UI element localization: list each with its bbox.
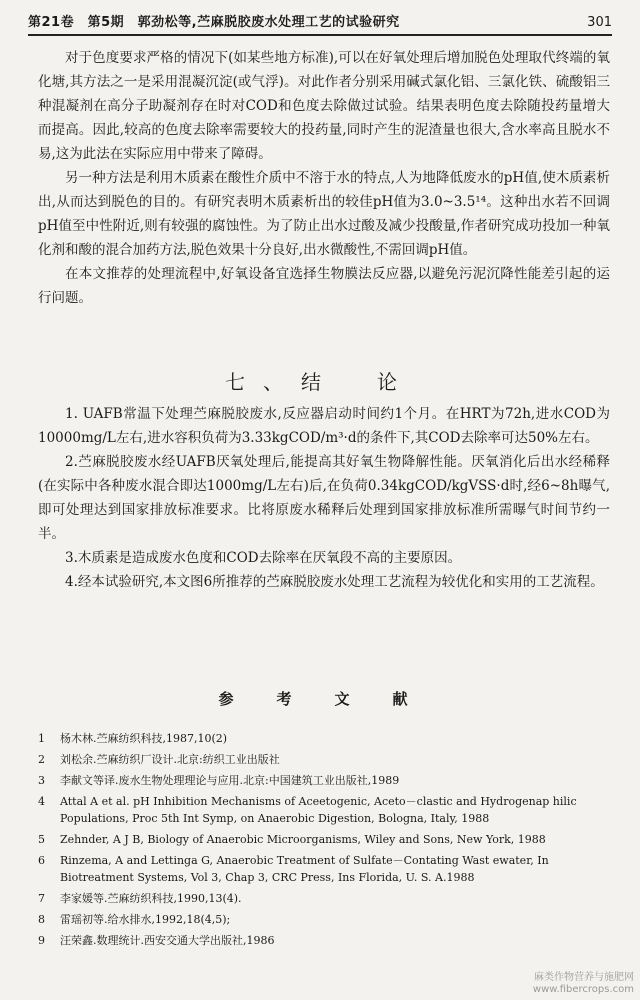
references-title: 参 考 文 献 (218, 690, 422, 708)
reference-number: 2 (38, 753, 45, 766)
reference-number: 8 (38, 913, 45, 926)
reference-item (38, 772, 614, 789)
reference-item (38, 911, 614, 928)
journal-header: 第21卷 第5期 郭劲松等,苎麻脱胶废水处理工艺的试验研究 (28, 15, 400, 30)
conclusion-item: 3.木质素是造成废水色度和COD去除率在厌氧段不高的主要原因。 (65, 550, 462, 566)
conclusions-section (38, 402, 610, 594)
running-header (28, 8, 612, 36)
reference-text: 汪荣鑫.数理统计.西安交通大学出版社,1986 (60, 934, 275, 947)
reference-number: 5 (38, 833, 45, 846)
reference-number: 7 (38, 892, 45, 905)
reference-item (38, 751, 614, 768)
reference-text: Zehnder, A J B, Biology of Anaerobic Microorganisms, Wiley and Sons, New York, 1988 (60, 833, 546, 846)
references-list (38, 730, 614, 953)
reference-item (38, 831, 614, 848)
reference-number: 9 (38, 934, 45, 947)
conclusion-item: 4.经本试验研究,本文图6所推荐的苎麻脱胶废水处理工艺流程为较优化和实用的工艺流程。 (65, 574, 604, 590)
reference-text: 刘松余.苎麻纺织厂设计.北京:纺织工业出版社 (60, 753, 280, 766)
site-watermark (533, 972, 634, 996)
reference-item (38, 890, 614, 907)
reference-number: 3 (38, 774, 45, 787)
paragraph: 另一种方法是利用木质素在酸性介质中不溶于水的特点,人为地降低废水的pH值,使木质素析出,从而达到脱色的目的。有研究表明木质素析出的较佳pH值为3.0~3.5¹⁴。这种出水若不回调pH值至中性附近,则有较强的腐蚀性。为了防止出水过酸及减少投酸量,作者研究成功投加一种氧化剂和酸的混合加药方法,脱色效果十分良好,出水微酸性,不需回调pH值。 (38, 170, 610, 258)
reference-text: Rinzema, A and Lettinga G, Anaerobic Treatment of Sulfate－Contating Wast ewater, In Biotreatment Systems, Vol 3, Chap 3, CRC Press, Ins Florida, U. S. A.1988 (60, 854, 549, 884)
paragraph: 对于色度要求严格的情况下(如某些地方标准),可以在好氧处理后增加脱色处理取代终端的氧化塘,其方法之一是采用混凝沉淀(或气浮)。对此作者分别采用碱式氯化铝、三氯化铁、硫酸铝三种混凝剂在高分子助凝剂存在时对COD和色度去除做过试验。结果表明色度去除随投药量增大而提高。因此,较高的色度去除率需要较大的投药量,同时产生的泥渣量也很大,含水率高且脱水不易,这为此法在实际应用中带来了障碍。 (38, 50, 610, 162)
reference-item (38, 730, 614, 747)
watermark-line: www.fibercrops.com (532, 984, 634, 995)
conclusion-item: 2.苎麻脱胶废水经UAFB厌氧处理后,能提高其好氧生物降解性能。厌氧消化后出水经稀释(在实际中各种废水混合即达1000mg/L左右)后,在负荷0.34kgCOD/kgVSS·d时,经6~8h曝气,即可处理达到国家排放标准要求。比将原废水稀释后处理到国家排放标准所需曝气时间节约一半。 (38, 454, 610, 542)
reference-text: Attal A et al. pH Inhibition Mechanisms of Aceetogenic, Aceto－clastic and Hydrogenap hilic Populations, Proc 5th Int Symp, on Anaerobic Digestion, Bologna, Italy, 1988 (60, 795, 577, 825)
reference-text: 雷瑶初等.给水排水,1992,18(4,5); (60, 913, 231, 926)
reference-text: 李家媛等.苎麻纺织科技,1990,13(4). (60, 892, 242, 905)
reference-text: 杨木林.苎麻纺织科技,1987,10(2) (60, 732, 228, 745)
discussion-section (38, 46, 610, 310)
section-heading: 七、结 论 (225, 370, 415, 394)
page-number: 301 (587, 15, 612, 30)
reference-number: 1 (38, 732, 45, 745)
reference-item (38, 793, 614, 827)
reference-number: 4 (38, 795, 45, 808)
reference-item (38, 932, 614, 949)
watermark-line: 麻类作物营养与施肥网 (534, 972, 634, 983)
reference-item (38, 852, 614, 886)
conclusion-item: 1. UAFB常温下处理苎麻脱胶废水,反应器启动时间约1个月。在HRT为72h,进水COD为10000mg/L左右,进水容积负荷为3.33kgCOD/m³·d的条件下,其COD去除率可达50%左右。 (38, 406, 610, 446)
reference-text: 李献文等译.废水生物处理理论与应用.北京:中国建筑工业出版社,1989 (60, 774, 400, 787)
paragraph: 在本文推荐的处理流程中,好氧设备宜选择生物膜法反应器,以避免污泥沉降性能差引起的运行问题。 (38, 266, 610, 306)
reference-number: 6 (38, 854, 45, 867)
